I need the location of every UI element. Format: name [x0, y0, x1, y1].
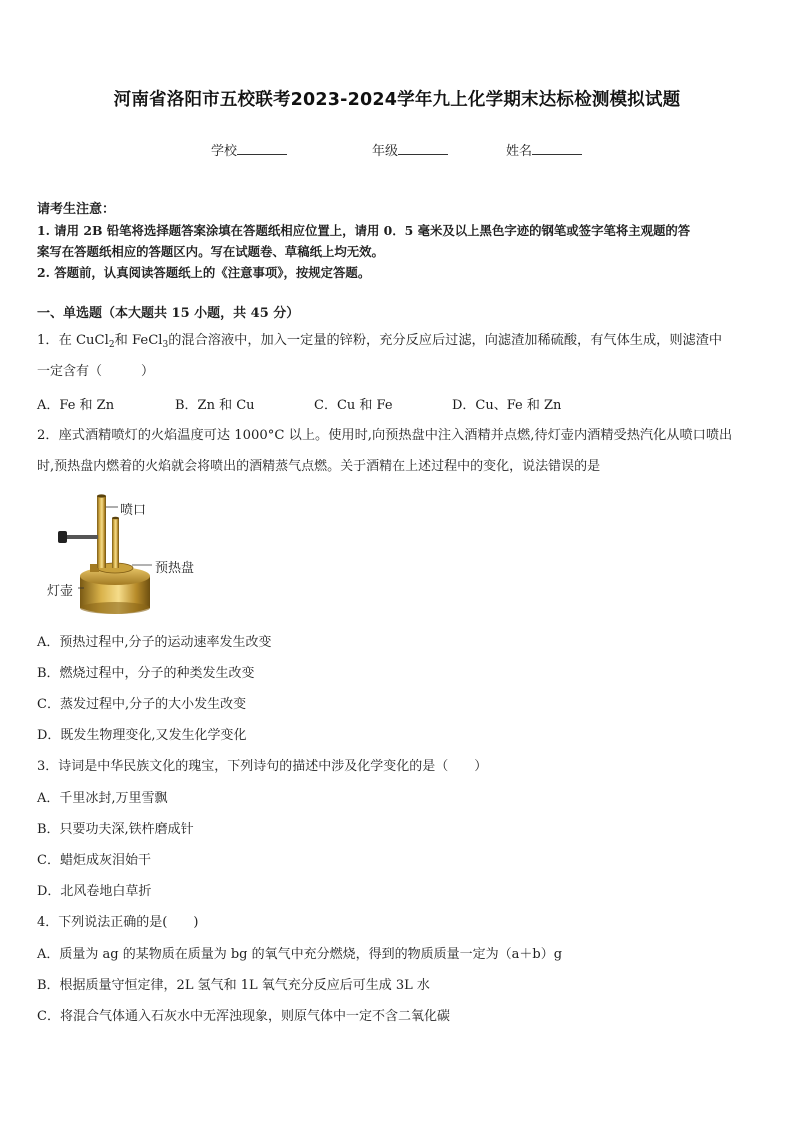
q1-sub2: 3: [162, 340, 169, 350]
question-1-stem-cont: 一定含有（ ）: [37, 364, 155, 379]
q3-option-b: B．只要功夫深,铁杵磨成针: [37, 822, 194, 837]
question-2-stem-cont: 时,预热盘内燃着的火焰就会将喷出的酒精蒸气点燃。关于酒精在上述过程中的变化，说法错误的是: [37, 459, 601, 474]
valve-arm: [66, 535, 98, 539]
notice-item-1: 1. 请用 2B 铅笔将选择题答案涂填在答题纸相应位置上，请用 0．5 毫米及以上黑色字迹的钢笔或签字笔将主观题的答: [37, 223, 691, 238]
name-blank: [532, 142, 582, 155]
section-heading: 一、单选题（本大题共 15 小题，共 45 分）: [37, 306, 300, 321]
valve-knob: [58, 531, 67, 543]
q1-mid: 和 FeCl: [114, 333, 163, 348]
school-field: [211, 140, 287, 159]
grade-field: [372, 140, 448, 159]
q1-option-b: B．Zn 和 Cu: [175, 398, 255, 413]
label-nozzle: 喷口: [120, 503, 147, 518]
q1-prefix: 1．在 CuCl: [37, 333, 109, 348]
q2-option-a: A．预热过程中,分子的运动速率发生改变: [37, 635, 272, 650]
q4-option-c: C．将混合气体通入石灰水中无浑浊现象，则原气体中一定不含二氧化碳: [37, 1009, 450, 1024]
question-2-stem: 2．座式酒精喷灯的火焰温度可达 1000°C 以上。使用时,向预热盘中注入酒精并点燃,待灯壶内酒精受热汽化从喷口喷出: [37, 428, 733, 443]
page-title: 河南省洛阳市五校联考2023-2024学年九上化学期末达标检测模拟试题: [113, 90, 681, 110]
grade-label: 年级: [372, 144, 399, 159]
q1-sub1: 2: [108, 340, 115, 350]
pot-base: [80, 602, 150, 614]
grade-blank: [398, 142, 448, 155]
nozzle-opening: [97, 494, 106, 497]
question-1-stem: [37, 332, 722, 350]
name-label: 姓名: [506, 144, 533, 159]
question-3-stem: 3．诗词是中华民族文化的瑰宝，下列诗句的描述中涉及化学变化的是（ ）: [37, 759, 488, 774]
school-label: 学校: [211, 144, 238, 159]
q4-option-b: B．根据质量守恒定律，2L 氢气和 1L 氧气充分反应后可生成 3L 水: [37, 978, 430, 993]
q3-option-d: D．北风卷地白草折: [37, 884, 152, 899]
nozzle-tube: [97, 496, 106, 568]
q2-option-c: C．蒸发过程中,分子的大小发生改变: [37, 697, 247, 712]
notice-heading: 请考生注意：: [37, 202, 116, 217]
q1-option-a: A．Fe 和 Zn: [37, 398, 115, 413]
name-field: [506, 140, 582, 159]
feed-tube: [112, 518, 119, 568]
q3-option-a: A．千里冰封,万里雪飘: [37, 791, 168, 806]
notice-item-2: 2. 答题前，认真阅读答题纸上的《注意事项》，按规定答题。: [37, 265, 371, 280]
q3-option-c: C．蜡炬成灰泪始干: [37, 853, 151, 868]
q2-option-b: B．燃烧过程中，分子的种类发生改变: [37, 666, 255, 681]
q1-option-c: C．Cu 和 Fe: [314, 398, 393, 413]
label-lamp-pot: 灯壶: [47, 584, 74, 599]
q2-option-d: D．既发生物理变化,又发生化学变化: [37, 728, 247, 743]
question-4-stem: 4．下列说法正确的是( ): [37, 915, 199, 930]
notice-item-1-cont: 案写在答题纸相应的答题区内。写在试题卷、草稿纸上均无效。: [37, 244, 384, 259]
q1-option-d: D．Cu、Fe 和 Zn: [452, 398, 562, 413]
school-blank: [237, 142, 287, 155]
q4-option-a: A．质量为 ag 的某物质在质量为 bg 的氧气中充分燃烧，得到的物质质量一定为（a＋b）g: [37, 947, 563, 962]
label-preheat-tray: 预热盘: [155, 561, 195, 576]
q1-rest: 的混合溶液中，加入一定量的锌粉，充分反应后过滤，向滤渣加稀硫酸，有气体生成，则滤渣中: [168, 333, 723, 348]
